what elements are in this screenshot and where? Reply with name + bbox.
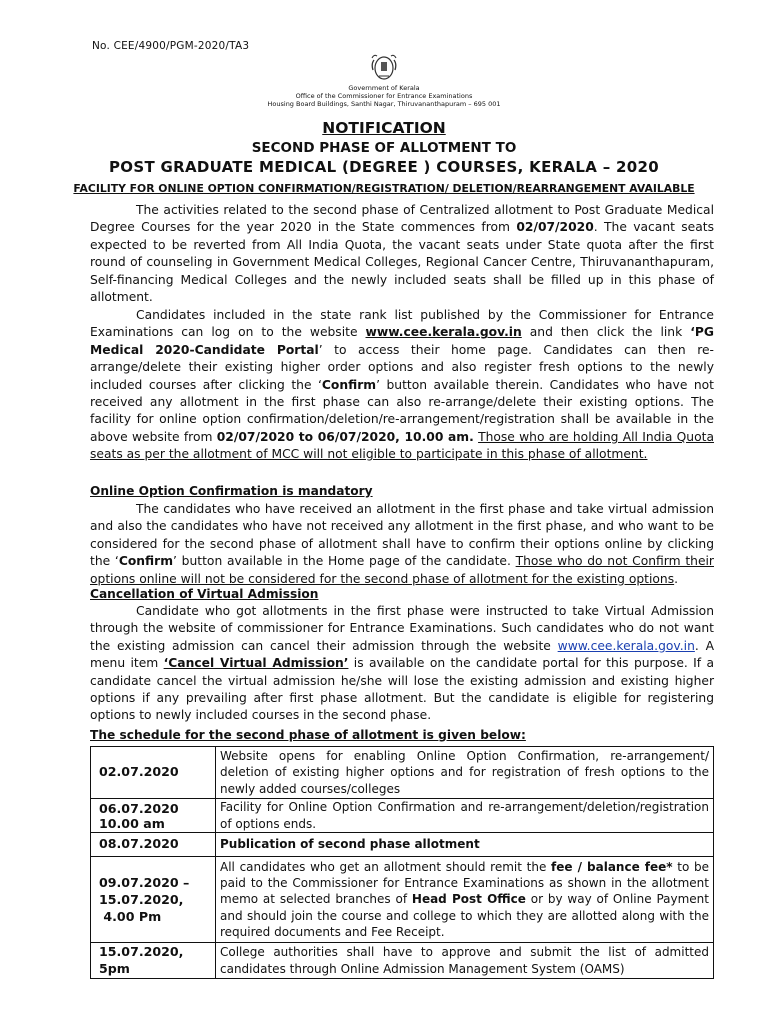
time-line: 4.00 Pm <box>99 909 162 924</box>
date-line: 15.07.2020, <box>99 892 184 907</box>
start-date: 02/07/2020 <box>516 220 594 235</box>
time-line: 10.00 am <box>99 815 165 831</box>
issuer-line-1: Government of Kerala <box>348 84 420 92</box>
section-heading-cancellation: Cancellation of Virtual Admission <box>90 587 319 601</box>
head-post-office-label: Head Post Office <box>411 892 526 907</box>
portal-link-name: ‘PG Medical 2020-Candidate Portal <box>90 325 714 357</box>
table-row <box>91 833 714 857</box>
text: is available on the candidate portal for this purpose. If a candidate cancel the virtual admission he/she will lose the existing admission and existing higher options if any prevailing after first phase allotment. But the candidate is eligible for registering options to newly included courses in the second phase. <box>90 656 714 723</box>
schedule-table <box>90 746 714 979</box>
schedule-date: 15.07.2020, 5pm <box>91 943 216 979</box>
text: The activities related to the second phase of Centralized allotment to Post Graduate Medical Degree Courses for the year 2020 in the State commences from <box>90 203 714 235</box>
text: Candidate who got allotments in the first phase were instructed to take Virtual Admission through the website of commissioner for Entrance Examinations. Such candidates who do not want the existing admission can cancel their admission through the website <box>90 604 714 653</box>
text: ’ to access their home page. Candidates can then re-arrange/delete their existing higher order options and also register fresh options to the newly included courses after clicking the ‘ <box>90 342 714 392</box>
reference-number: No. CEE/4900/PGM-2020/TA3 <box>92 40 250 52</box>
confirmation-warning: Those who do not Confirm their options online will not be considered for the second phase of allotment for the existing options <box>90 554 714 586</box>
schedule-heading: The schedule for the second phase of allotment is given below: <box>90 728 526 742</box>
table-row <box>91 943 714 979</box>
schedule-event: College authorities shall have to approve and submit the list of admitted candidates through Online Admission Management System (OAMS) <box>216 943 714 979</box>
paragraph-candidates <box>90 307 714 464</box>
schedule-event <box>216 857 714 943</box>
kerala-emblem-icon <box>367 50 401 84</box>
text: and then click the link <box>521 325 691 340</box>
text: All candidates who get an allotment should remit the <box>220 859 552 874</box>
heading-line-3: POST GRADUATE MEDICAL (DEGREE ) COURSES, KERALA – 2020 <box>109 158 659 176</box>
heading-line-4: FACILITY FOR ONLINE OPTION CONFIRMATION/REGISTRATION/ DELETION/REARRANGEMENT AVAILABLE <box>73 182 695 195</box>
schedule-date: 02.07.2020 <box>91 747 216 799</box>
schedule-date <box>91 799 216 833</box>
date-line: 06.07.2020 <box>99 800 179 816</box>
website-link[interactable]: www.cee.kerala.gov.in <box>365 325 522 340</box>
section-heading-confirmation: Online Option Confirmation is mandatory <box>90 484 373 498</box>
issuer-block <box>0 84 768 108</box>
paragraph-confirmation <box>90 501 714 588</box>
text: ’ button available therein. Candidates who have not received any allotment in the first phase can also re-arrange/delete their existing options. The facility for online option confirmation/deletion/re-arrangement/registration shall be available in the above website from <box>90 377 714 444</box>
schedule-event: Publication of second phase allotment <box>216 833 714 857</box>
text: ’ button available in the Home page of the candidate. <box>173 554 516 569</box>
text: . <box>674 571 679 586</box>
confirm-button-name: Confirm <box>118 554 174 569</box>
issuer-line-2: Office of the Commissioner for Entrance Examinations <box>295 92 473 100</box>
fee-label: fee / balance fee* <box>551 859 673 874</box>
website-link[interactable]: www.cee.kerala.gov.in <box>557 638 695 653</box>
issuer-line-3: Housing Board Buildings, Santhi Nagar, Thiruvananthapuram – 695 001 <box>267 100 501 108</box>
schedule-event: Facility for Online Option Confirmation and re-arrangement/deletion/registration of options ends. <box>216 799 714 833</box>
notification-title: NOTIFICATION <box>322 119 446 137</box>
text: or by way of Online Payment and should join the course and college to which they are allotted along with the required documents and Fee Receipt. <box>220 892 709 939</box>
schedule-event: Website opens for enabling Online Option Confirmation, re-arrangement/ deletion of existing higher options and for registration of fresh options to the newly added courses/colleges <box>216 747 714 799</box>
text: The candidates who have received an allotment in the first phase and take virtual admission and also the candidates who have not received any allotment in the first phase, and who want to be considered for the second phase of allotment shall have to confirm their options online by clicking the ‘ <box>90 502 714 569</box>
text: . A menu item <box>90 638 714 671</box>
cancel-menu-item-name: ‘Cancel Virtual Admission’ <box>163 656 349 671</box>
text: Candidates included in the state rank list published by the Commissioner for Entrance Examinations can log on to the website <box>90 308 714 340</box>
table-row <box>91 857 714 943</box>
date-line: 09.07.2020 – <box>99 875 190 890</box>
aiq-note: Those who are holding All India Quota seats as per the allotment of MCC will not eligible to participate in this phase of allotment. <box>90 429 714 462</box>
table-row <box>91 747 714 799</box>
option-dates: 02/07/2020 to 06/07/2020, 10.00 am. <box>216 429 474 444</box>
heading-line-2: SECOND PHASE OF ALLOTMENT TO <box>251 140 517 156</box>
paragraph-cancellation <box>90 603 714 725</box>
confirm-button-name: Confirm <box>321 377 377 392</box>
text: to be paid to the Commissioner for Entrance Examinations as shown in the allotment memo at selected branches of <box>220 859 709 907</box>
schedule-date <box>91 857 216 943</box>
table-row <box>91 799 714 833</box>
text: . The vacant seats expected to be reverted from All India Quota, the vacant seats under State quota after the first round of counseling in Government Medical Colleges, Regional Cancer Centre, Thiruvananthapuram, Self-financing Medical Colleges and the newly included seats shall be filled up in this phase of allotment. <box>90 220 714 305</box>
schedule-date: 08.07.2020 <box>91 833 216 857</box>
paragraph-intro <box>90 202 714 306</box>
